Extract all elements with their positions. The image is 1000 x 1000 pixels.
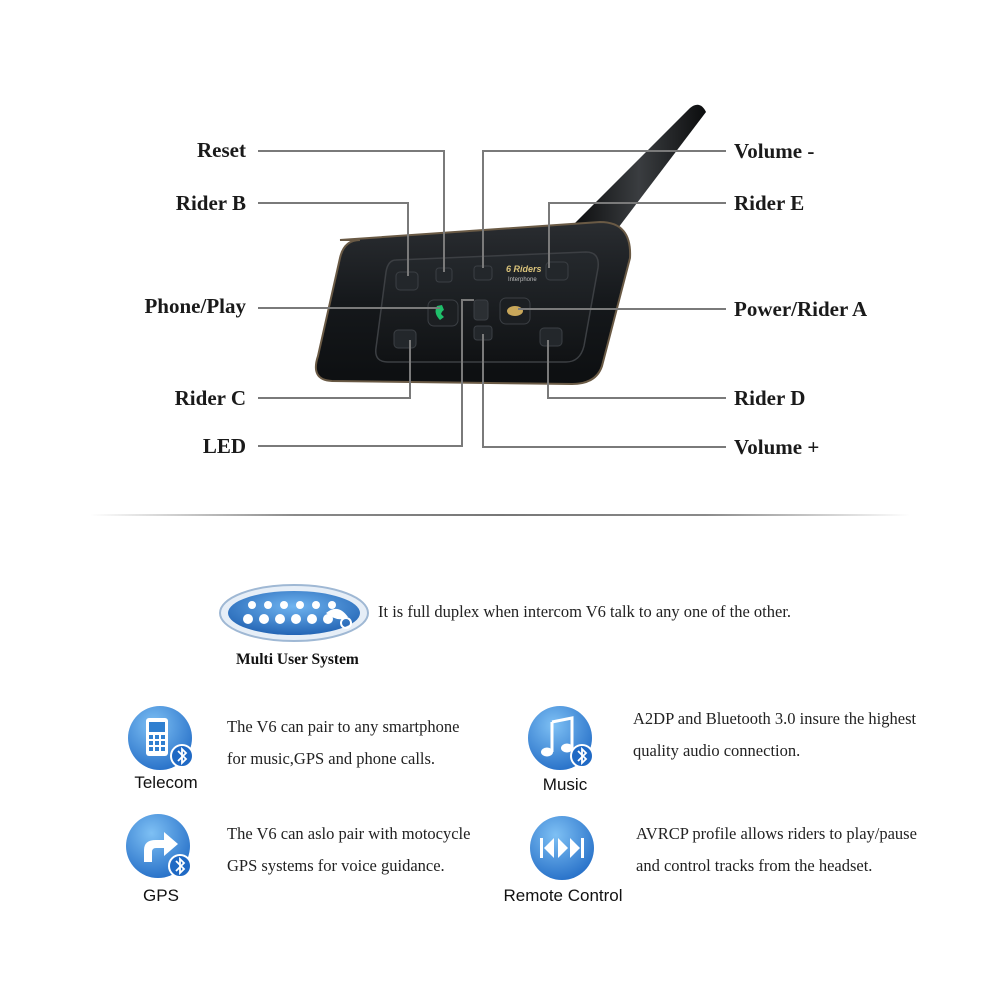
music-caption: Music <box>542 775 588 794</box>
label-rider-d: Rider D <box>734 386 806 410</box>
phone-bluetooth-icon <box>126 704 198 776</box>
label-led: LED <box>202 434 246 458</box>
telecom-line-1: The V6 can pair to any smartphone <box>227 717 460 736</box>
phone-play-button <box>428 300 458 326</box>
gps-line-1: The V6 can aslo pair with motocycle <box>227 824 471 843</box>
label-power-rider-a: Power/Rider A <box>734 297 868 321</box>
led-indicator <box>474 300 488 320</box>
remote-line-2: and control tracks from the headset. <box>636 856 873 875</box>
multi-user-riders-icon <box>218 583 370 643</box>
label-rider-c: Rider C <box>174 386 246 410</box>
device-logo: 6 Riders <box>506 264 542 274</box>
media-controls-icon <box>528 814 598 884</box>
telecom-line-2: for music,GPS and phone calls. <box>227 749 436 768</box>
gps-arrow-bluetooth-icon <box>124 812 196 884</box>
volume-minus-button <box>474 266 492 280</box>
section-divider <box>90 514 910 516</box>
rider-c-button <box>394 330 416 348</box>
remote-control-caption: Remote Control <box>503 886 623 905</box>
multi-user-description: It is full duplex when intercom V6 talk to any one of the other. <box>378 602 792 621</box>
label-volume-plus: Volume + <box>734 435 820 459</box>
gps-caption: GPS <box>143 886 179 905</box>
label-rider-b: Rider B <box>175 191 246 215</box>
gps-line-2: GPS systems for voice guidance. <box>227 856 445 875</box>
antenna <box>572 105 706 236</box>
multi-user-caption: Multi User System <box>236 651 359 668</box>
label-phone-play: Phone/Play <box>144 294 246 318</box>
rider-d-button <box>540 328 562 346</box>
music-note-bluetooth-icon <box>526 704 598 776</box>
device-logo-sub: Interphone <box>508 277 537 283</box>
music-line-1: A2DP and Bluetooth 3.0 insure the highest <box>633 709 917 728</box>
power-glyph <box>507 306 523 316</box>
telecom-caption: Telecom <box>134 773 198 792</box>
label-rider-e: Rider E <box>734 191 805 215</box>
remote-line-1: AVRCP profile allows riders to play/pause <box>636 824 917 843</box>
label-reset: Reset <box>197 138 246 162</box>
label-volume-minus: Volume - <box>734 139 815 163</box>
music-line-2: quality audio connection. <box>633 741 801 760</box>
